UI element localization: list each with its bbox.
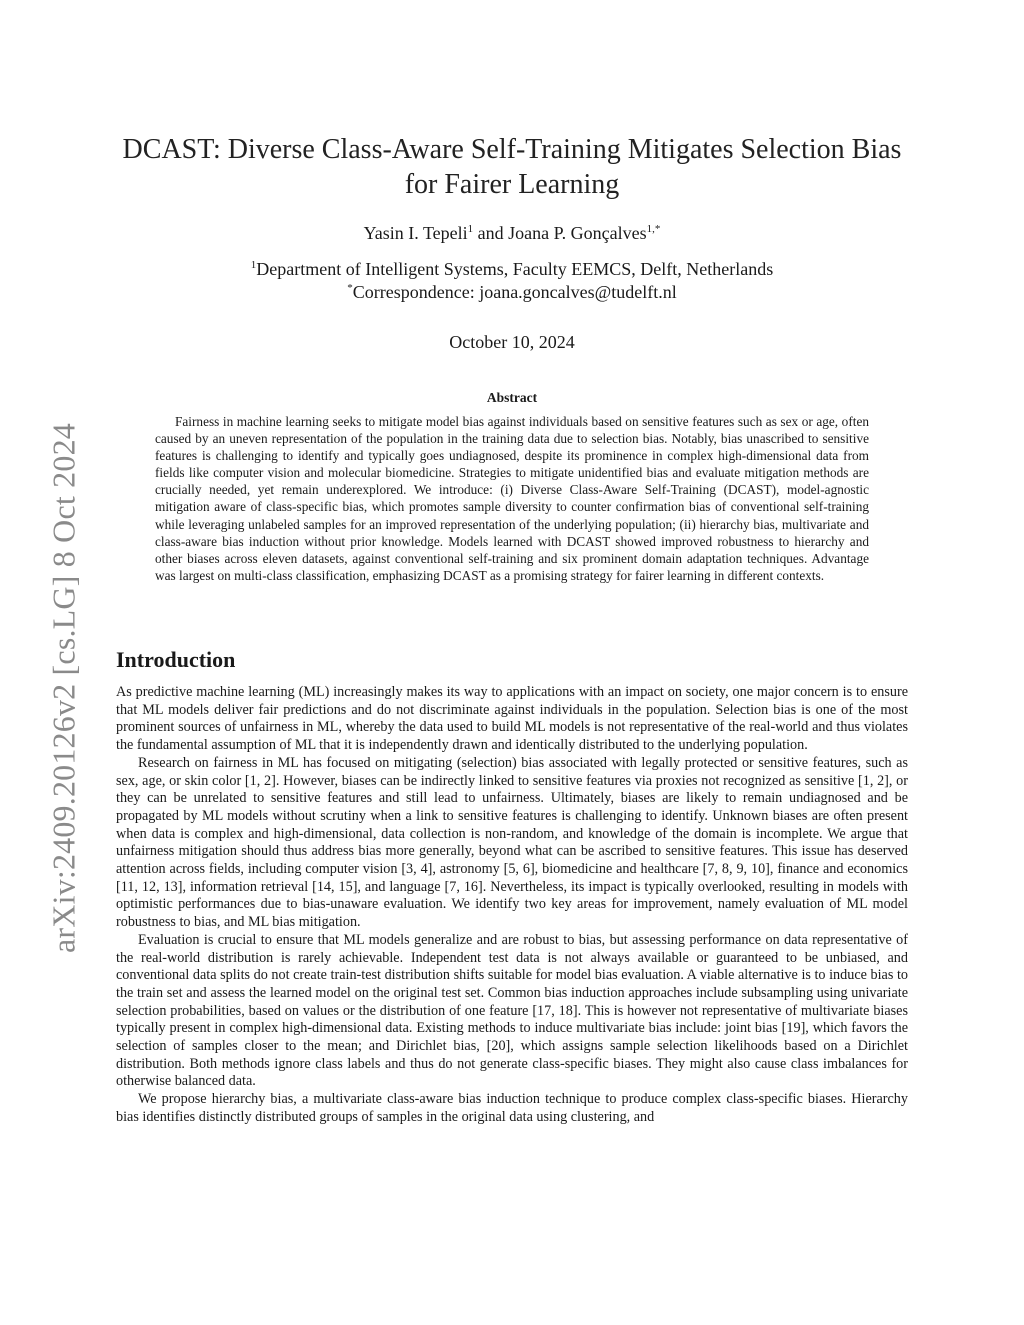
author-name: Yasin I. Tepeli — [363, 223, 468, 243]
department-text: Department of Intelligent Systems, Faculty EEMCS, Delft, Netherlands — [256, 259, 774, 279]
introduction-body — [116, 684, 908, 1127]
affiliation-block — [116, 258, 908, 304]
correspondence-line — [116, 281, 908, 304]
department-line — [116, 258, 908, 281]
author-name: Joana P. Gonçalves — [508, 223, 647, 243]
paragraph: Research on fairness in ML has focused on mitigating (selection) bias associated with legally protected or sensitive features, such as sex, age, or skin color [1, 2]. However, biases can be indirectly linked to sensitive features via proxies not recognized as sensitive [1, 2], or they can be unrelated to sensitive features and still lead to unfairness. Ultimately, biases are likely to remain undiagnosed and be propagated by ML models without scrutiny when a link to sensitive features is challenging to identify. Unknown biases are often present when data is complex and high-dimensional, data collection is non-random, and knowledge of the domain is incomplete. We argue that unfairness mitigation should thus address bias more generally, beyond what can be ascribed to sensitive features. This issue has deserved attention across fields, including computer vision [3, 4], astronomy [5, 6], biomedicine and healthcare [7, 8, 9, 10], finance and economics [11, 12, 13], information retrieval [14, 15], and language [7, 16]. Nevertheless, its impact is typically overlooked, resulting in models with optimistic performances due to bias-unaware evaluation. We identify two key areas for improvement, namely evaluation of ML model robustness to bias, and ML bias mitigation. — [116, 754, 908, 931]
correspondence-mark: * — [347, 282, 353, 294]
author-affiliation-mark: 1,* — [646, 223, 661, 235]
correspondence-text: Correspondence: joana.goncalves@tudelft.nl — [352, 282, 677, 302]
paragraph: We propose hierarchy bias, a multivariate class-aware bias induction technique to produce complex class-specific biases. Hierarchy bias identifies distinctly distributed groups of samples in the original data using clustering, and — [116, 1091, 908, 1125]
author-conjunction: and — [473, 223, 509, 243]
title-line-2: for Fairer Learning — [404, 169, 620, 200]
paragraph: Evaluation is crucial to ensure that ML models generalize and are robust to bias, but assessing performance on data representative of the real-world distribution is rarely achievable. Independent test data is not always available or guaranteed to be unbiased, and conventional data splits do not create train-test distribution shifts suitable for model bias evaluation. A viable alternative is to induce bias to the train set and assess the learned model on the original test set. Common bias induction approaches include subsampling using univariate selection probabilities, based on values or the distribution of one feature [17, 18]. This is however not representative of multivariate biases typically present in complex high-dimensional data. Existing methods to induce multivariate bias include: joint bias [19], which favors the selection of samples closer to the mean; and Dirichlet bias, [20], which assigns sample selection likelihoods based on a Dirichlet distribution. Both methods ignore class labels and thus do not generate class-specific biases. They might also cause class imbalances for otherwise balanced data. — [116, 931, 908, 1090]
paper-title — [116, 132, 908, 202]
author-list — [116, 221, 908, 245]
author-affiliation-mark: 1 — [467, 223, 474, 235]
abstract-heading: Abstract — [486, 390, 538, 405]
arxiv-identifier-stamp: arXiv:2409.20126v2 [cs.LG] 8 Oct 2024 — [45, 423, 82, 953]
title-line-1: DCAST: Diverse Class-Aware Self-Training Mitigates Selection Bias — [122, 134, 902, 165]
paragraph: As predictive machine learning (ML) increasingly makes its way to applications with an impact on society, one major concern is to ensure that ML models deliver fair predictions and do not discriminate against individuals in the population. Selection bias is one of the most prominent sources of unfairness in ML, whereby the data used to build ML models is not representative of the real-world and thus violates the fundamental assumption of ML that it is independently drawn and identically distributed to the underlying population. — [116, 684, 908, 754]
introduction-heading: Introduction — [116, 647, 236, 672]
abstract-text: Fairness in machine learning seeks to mitigate model bias against individuals based on sensitive features such as sex or age, often caused by an uneven representation of the population in the training data due to selection bias. Notably, bias unascribed to sensitive features is challenging to identify and typically goes undiagnosed, despite its prominence in complex high-dimensional data from fields like computer vision and molecular biomedicine. Strategies to mitigate unidentified bias and evaluate mitigation methods are crucially needed, yet remain underexplored. We introduce: (i) Diverse Class-Aware Self-Training (DCAST), model-agnostic mitigation aware of class-specific bias, which promotes sample diversity to counter confirmation bias of conventional self-training while leveraging unlabeled samples for an improved representation of the underlying population; (ii) hierarchy bias, multivariate and class-aware bias induction without prior knowledge. Models learned with DCAST showed improved robustness to hierarchy and other biases across eleven datasets, against conventional self-training and six prominent domain adaptation techniques. Advantage was largest on multi-class classification, emphasizing DCAST as a promising strategy for fairer learning in different contexts. — [155, 414, 869, 583]
publication-date: October 10, 2024 — [449, 332, 575, 352]
affiliation-mark: 1 — [250, 259, 257, 271]
